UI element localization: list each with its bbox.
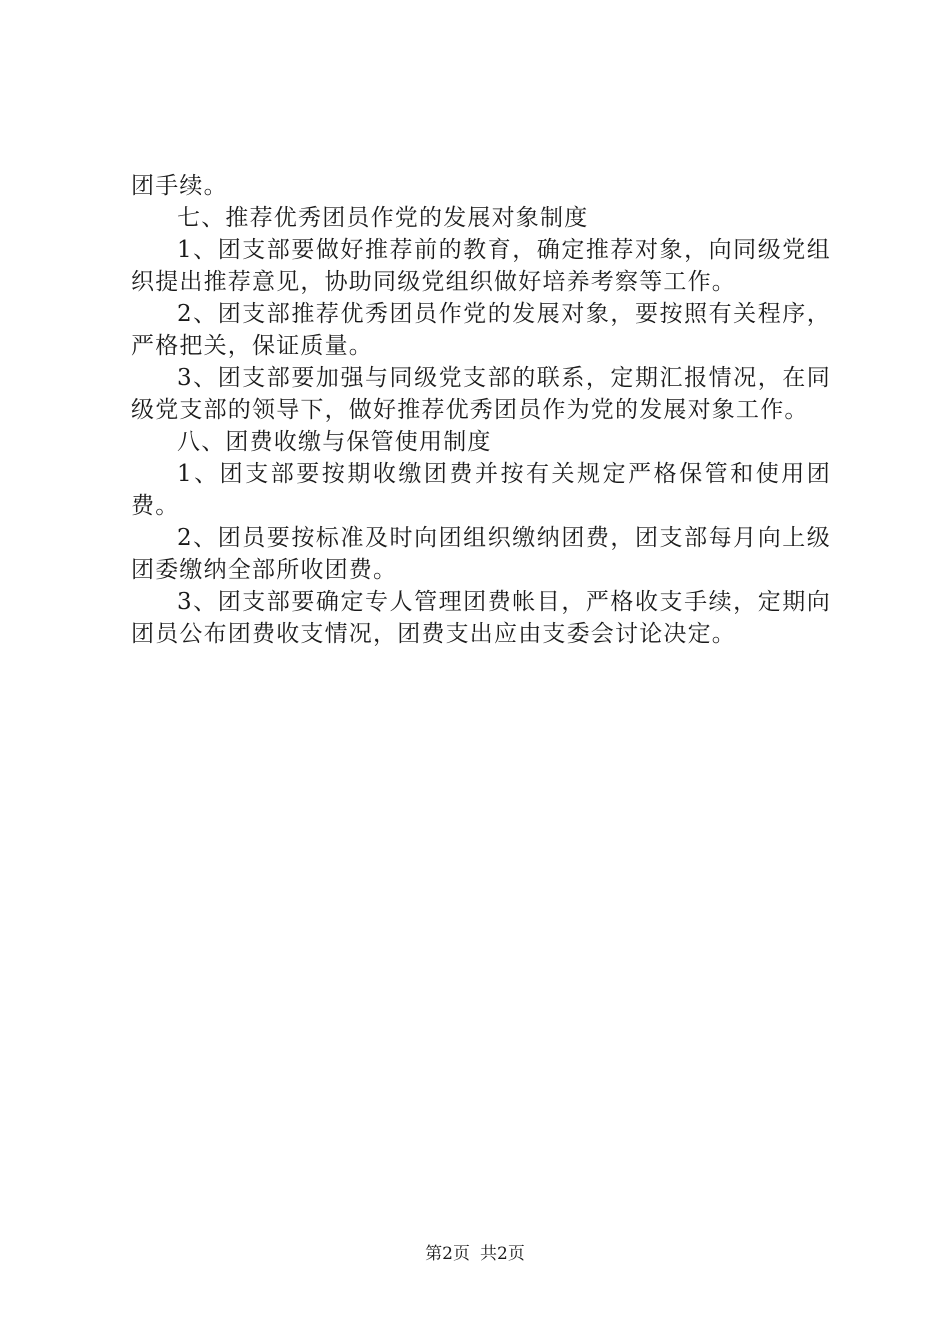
paragraph-7-3: 3、团支部要加强与同级党支部的联系，定期汇报情况，在同级党支部的领导下，做好推荐优秀团员作为党的发展对象工作。 bbox=[131, 365, 831, 423]
paragraph-7-2: 2、团支部推荐优秀团员作党的发展对象，要按照有关程序，严格把关，保证质量。 bbox=[131, 301, 831, 359]
paragraph-8-1: 1、团支部要按期收缴团费并按有关规定严格保管和使用团费。 bbox=[131, 461, 831, 519]
section-heading-8: 八、团费收缴与保管使用制度 bbox=[177, 429, 492, 455]
page-number: 第2页 bbox=[425, 1244, 470, 1264]
section-heading-7: 七、推荐优秀团员作党的发展对象制度 bbox=[177, 205, 589, 231]
paragraph-continuation: 团手续。 bbox=[131, 173, 228, 199]
page-total: 共2页 bbox=[480, 1244, 525, 1264]
paragraph-7-1: 1、团支部要做好推荐前的教育，确定推荐对象，向同级党组织提出推荐意见，协助同级党组织做好培养考察等工作。 bbox=[131, 237, 831, 295]
page-footer bbox=[0, 1243, 950, 1265]
document-body bbox=[131, 170, 831, 650]
paragraph-8-3: 3、团支部要确定专人管理团费帐目，严格收支手续，定期向团员公布团费收支情况，团费支出应由支委会讨论决定。 bbox=[131, 589, 831, 647]
paragraph-8-2: 2、团员要按标准及时向团组织缴纳团费，团支部每月向上级团委缴纳全部所收团费。 bbox=[131, 525, 831, 583]
